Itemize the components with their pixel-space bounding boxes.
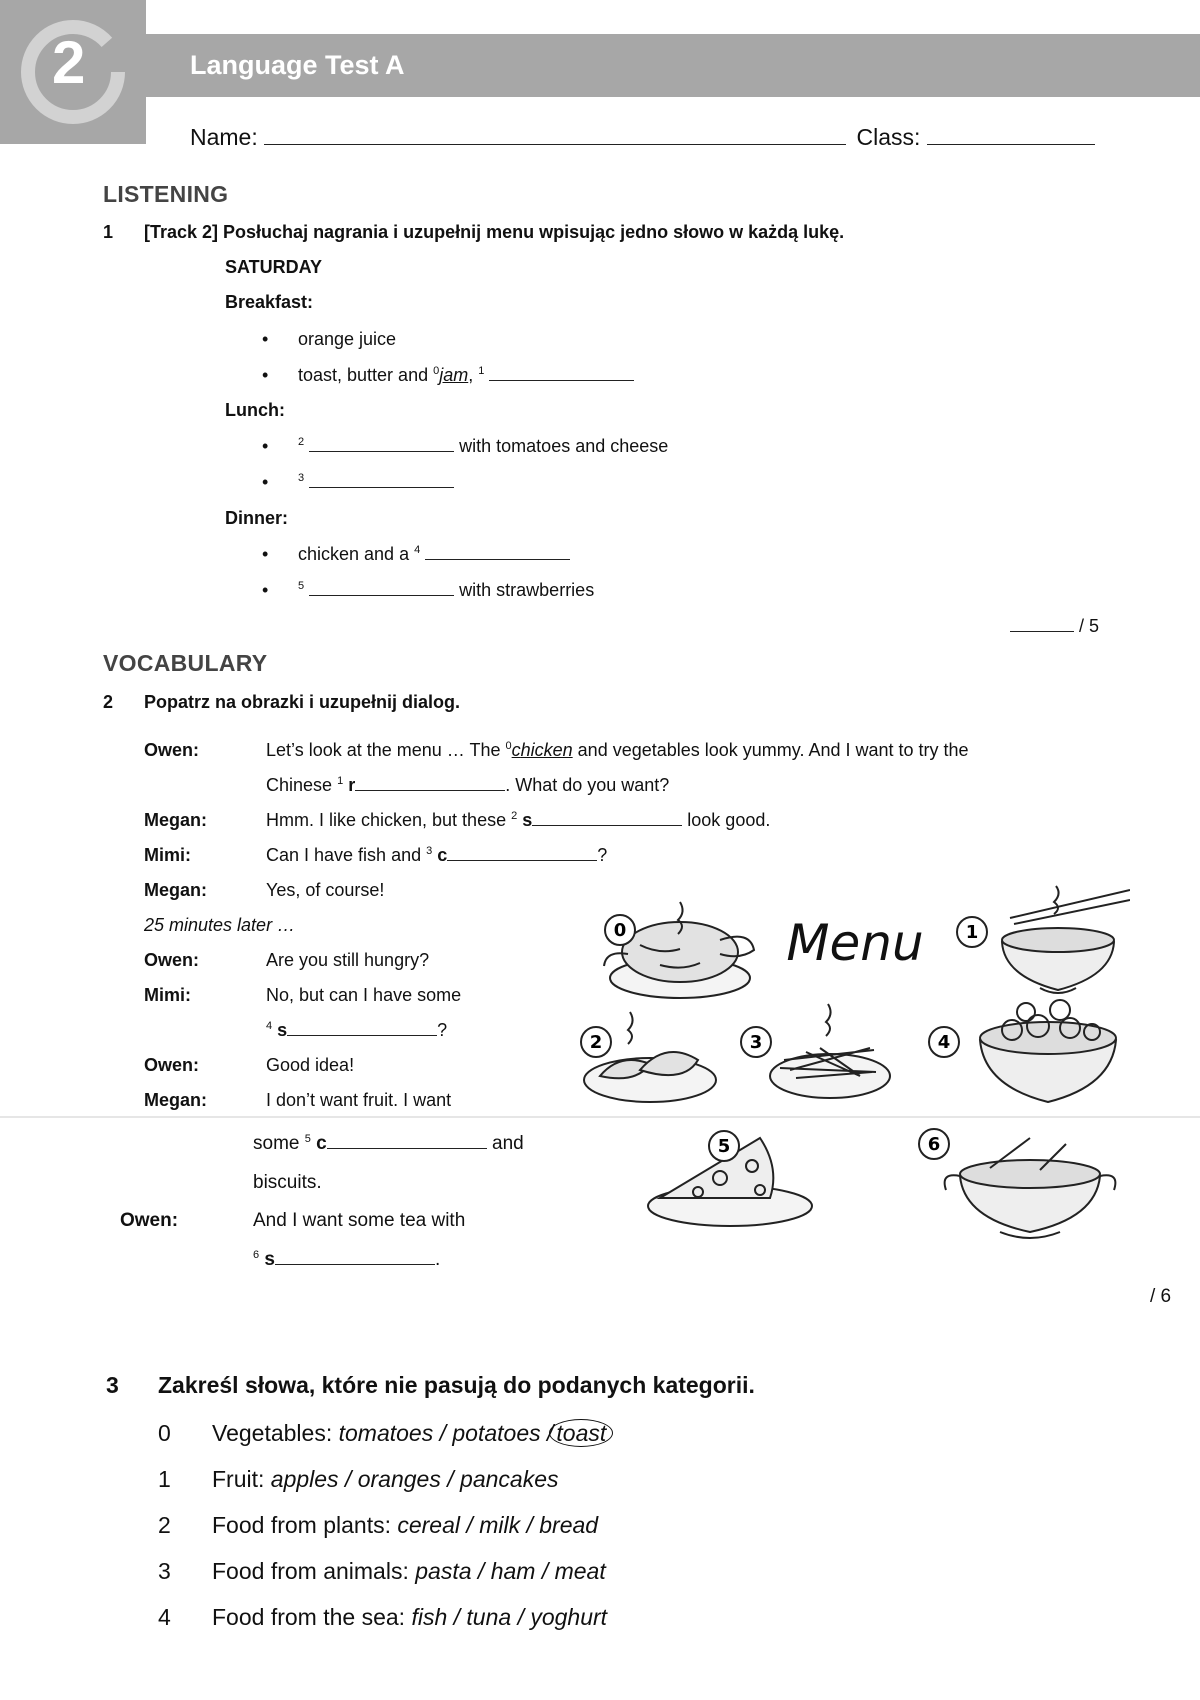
picture-number-2: 2 [589,1032,603,1053]
dialog-line: biscuits. [253,1172,322,1193]
title-bar [146,34,1200,97]
dialog-line: Let’s look at the menu … The $^0$chicken and vegetables look yummy. And I want to try the [266,740,969,760]
name-field[interactable] [264,144,846,145]
q1-instruction: [Track 2] Posłuchaj nagrania i uzupełnij menu wpisując jedno słowo w każdą lukę. [144,222,845,242]
lunch-label: Lunch: [225,400,285,420]
gap-3[interactable] [309,487,454,488]
word-option[interactable]: tuna [466,1604,512,1630]
gap-v1[interactable] [355,790,505,791]
page-title: Language Test A [190,50,405,80]
menu-illustration [570,880,1130,1260]
fruit-salad-icon [980,1000,1116,1102]
lunch-item-2: • $^3$ [298,472,454,493]
dialog-speaker: Owen: [144,1055,200,1075]
unit-number: 2 [52,29,86,96]
gap-v2[interactable] [532,825,682,826]
picture-number-5: 5 [717,1136,731,1157]
dialog-speaker: Owen: [120,1210,179,1231]
word-option[interactable]: milk [479,1512,521,1538]
class-field[interactable] [927,144,1095,145]
dinner-item-2: • $^5$ with strawberries [298,580,594,601]
dialog-line: Can I have fish and $^3$ c ? [266,845,608,865]
word-option[interactable]: apples [270,1466,339,1492]
q2-score: / 6 [1150,1286,1172,1307]
dialog-speaker: Megan: [144,810,207,830]
gap-v3[interactable] [447,860,597,861]
word-option[interactable]: oranges [357,1466,441,1492]
dialog-line: Yes, of course! [266,880,385,900]
dialog-speaker: Megan: [144,880,207,900]
q2-instruction: Popatrz na obrazki i uzupełnij dialog. [144,692,461,712]
menu-title: Menu [786,914,924,972]
dialog-line: Good idea! [266,1055,355,1075]
dialog-line: some $^5$ c and [253,1133,524,1154]
chips-icon [770,1004,890,1098]
gap-2[interactable] [309,451,454,452]
q2-number: 2 [103,692,114,712]
dialog-line: Hmm. I like chicken, but these $^2$ s look good. [266,810,771,830]
picture-number-3: 3 [749,1032,763,1053]
example-answer-jam: jam [439,365,469,385]
q3-list: 0 Vegetables: tomatoes / potatoes / toast 1 Fruit: apples / oranges / pancakes 2 Food from plants: cereal / milk / bread 3 Food from animals: pasta / ham / meat 4 Food from the sea: fish / tuna / yoghurt [158,1420,1058,1660]
word-option[interactable]: cereal [397,1512,461,1538]
gap-v6[interactable] [275,1264,435,1265]
name-label: Name: [190,124,258,150]
picture-number-4: 4 [937,1032,951,1053]
q3-instruction: Zakreśl słowa, które nie pasują do podanych kategorii. [158,1372,755,1398]
dialog-line: No, but can I have some [266,985,462,1005]
word-option[interactable]: pasta [415,1558,472,1584]
dialog-line: Chinese $^1$ r . What do you want? [266,775,670,795]
dialog-line: $^4$ s ? [266,1020,448,1040]
q3-number: 3 [106,1372,119,1398]
dialog-line: $^6$ s . [253,1249,441,1270]
dialog-speaker: Mimi: [144,985,191,1005]
dialog-line: Are you still hungry? [266,950,430,970]
word-option[interactable]: fish [411,1604,448,1630]
menu-day: SATURDAY [225,257,323,277]
gap-4[interactable] [425,559,570,560]
word-option[interactable]: yoghurt [530,1604,608,1630]
lunch-item-1: • $^2$ with tomatoes and cheese [298,436,668,457]
word-option[interactable]: pancakes [460,1466,559,1492]
picture-number-0: 0 [613,920,627,941]
dinner-item-1: • chicken and a $^4$ [298,544,570,565]
gap-5[interactable] [309,595,454,596]
word-option[interactable]: bread [539,1512,599,1538]
sausages-icon [584,1012,716,1102]
breakfast-item-2: • toast, butter and $^0$jam, $^1$ [298,365,634,386]
picture-number-6: 6 [927,1134,941,1155]
soup-bowl-icon [945,1138,1116,1238]
q1-score: / 5 [1010,616,1099,637]
q1-number: 1 [103,222,114,242]
picture-number-1: 1 [965,922,979,943]
dialog-line: And I want some tea with [253,1210,466,1231]
dialog-line: I don’t want fruit. I want [266,1090,452,1110]
listening-heading: LISTENING [103,181,229,207]
word-option[interactable]: meat [554,1558,606,1584]
breakfast-item-1: • orange juice [298,329,396,350]
dialog-speaker: Mimi: [144,845,191,865]
name-row [190,124,1095,151]
breakfast-label: Breakfast: [225,292,314,312]
vocabulary-heading: VOCABULARY [103,650,268,676]
gap-1[interactable] [489,380,634,381]
gap-v5[interactable] [327,1148,487,1149]
dialog-speaker: Owen: [144,740,200,760]
stage-direction: 25 minutes later … [144,915,296,935]
dialog-speaker: Owen: [144,950,200,970]
dinner-label: Dinner: [225,508,288,528]
word-option[interactable]: ham [490,1558,536,1584]
dialog-speaker: Megan: [144,1090,207,1110]
gap-v4[interactable] [287,1035,437,1036]
rice-bowl-icon [1002,886,1130,993]
unit-badge [0,0,146,144]
q1-score-field[interactable] [1010,631,1074,632]
circled-answer: toast [549,1419,613,1447]
class-label: Class: [856,124,921,150]
